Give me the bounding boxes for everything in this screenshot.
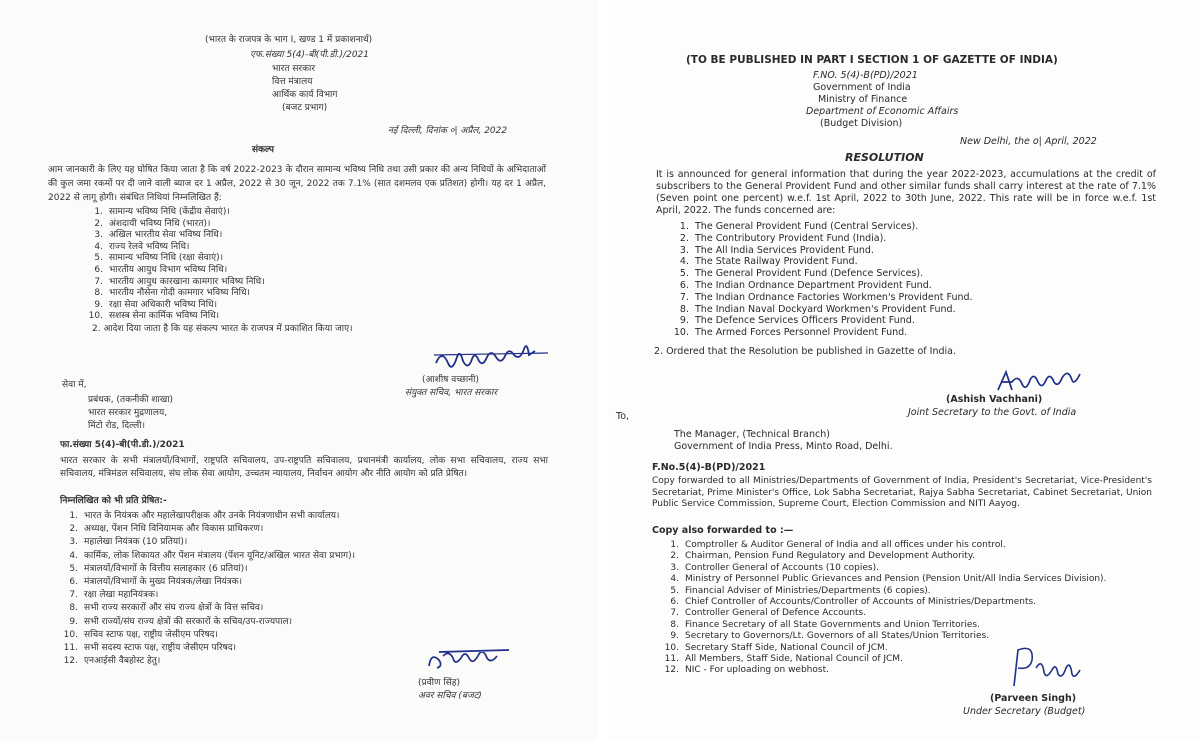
list-item-number: 10. (88, 311, 103, 322)
list-item (663, 631, 1106, 642)
list-item-text: सामान्य भविष्य निधि (रक्षा सेवाएं)। (109, 253, 224, 264)
list-item (62, 642, 355, 655)
copy-paragraph: भारत सरकार के सभी मंत्रालयों/विभागों, राष्ट्रपति सचिवालय, उप-राष्ट्रपति सचिवालय, प्रधानमंत्री कार्यालय, लोक सभा सचिवालय, राज्य सभा सचिवालय, मंत्रिमंडल सचिवालय, संघ लोक सेवा आयोग, उच्चतम न्यायालय, निर्वाचन आयोग और नीति आयोग को प्रति प्रेषित। (60, 456, 548, 479)
ministry-name: Ministry of Finance (818, 94, 908, 105)
list-item-text: अध्यक्ष, पेंशन निधि विनियामक और विकास प्राधिकरण। (84, 524, 264, 535)
list-item-number: 8. (69, 603, 78, 614)
list-item-number: 5. (69, 563, 78, 574)
list-item-number: 12. (63, 656, 78, 667)
list-item-number: 4. (94, 241, 103, 252)
list-item-number: 12. (664, 665, 679, 676)
list-item (663, 574, 1106, 585)
funds-list (85, 207, 265, 323)
list-item (663, 586, 1106, 597)
list-item-number: 3. (670, 562, 679, 573)
list-item (663, 597, 1106, 608)
list-item-number: 5. (679, 268, 689, 280)
list-item-text: राज्य रेलवे भविष्य निधि। (109, 241, 190, 252)
list-item-text: रक्षा लेखा महानियंत्रक। (84, 590, 159, 601)
copy-file-number: F.No.5(4)-B(PD)/2021 (652, 462, 766, 473)
list-item-text: The General Provident Fund (Defence Services). (695, 268, 924, 280)
list-item-number: 6. (94, 264, 103, 275)
division-name: (Budget Division) (820, 118, 903, 129)
to-label: To, (616, 411, 630, 422)
list-item-number: 11. (664, 654, 679, 665)
list-item-number: 9. (679, 315, 689, 327)
list-item-text: The General Provident Fund (Central Services). (695, 221, 919, 232)
list-item-text: सभी राज्यों/संघ राज्य क्षेत्रों की सरकारों के सचिव/उप-राज्यपाल। (84, 616, 293, 627)
list-item-text: The All India Services Provident Fund. (695, 244, 874, 256)
list-item-number: 2. (670, 551, 679, 562)
list-item-text: Chief Controller of Accounts/Controller of Accounts of Ministries/Departments. (685, 597, 1037, 608)
list-item-text: सशस्त्र सेना कार्मिक भविष्य निधि। (109, 311, 220, 322)
addressee-line: भारत सरकार मुद्रणालय, (88, 408, 168, 418)
list-item-text: कार्मिक, लोक शिकायत और पेंशन मंत्रालय (पेंशन यूनिट/अखिल भारत सेवा प्रभाग)। (84, 550, 356, 561)
list-item-text: सचिव स्टाफ पक्ष, राष्ट्रीय जेसीएम परिषद। (84, 629, 218, 640)
list-item (62, 602, 355, 615)
list-item-text: रक्षा सेवा अधिकारी भविष्य निधि। (109, 299, 218, 310)
signer-name: (आशीष वच्छानी) (422, 375, 480, 385)
publish-note: (TO BE PUBLISHED IN PART I SECTION 1 OF GAZETTE OF INDIA) (686, 54, 1058, 66)
list-item (85, 277, 265, 289)
list-item-text: एनआईसी वैबहोस्ट हेतु। (84, 656, 161, 667)
list-item (673, 280, 973, 292)
order-paragraph: 2. आदेश दिया जाता है कि यह संकल्प भारत के राजपत्र में प्रकाशित किया जाए। (92, 324, 353, 334)
list-item (62, 523, 355, 536)
signer-designation: Joint Secretary to the Govt. of India (908, 407, 1077, 418)
list-item-number: 9. (670, 631, 679, 642)
resolution-title: RESOLUTION (845, 151, 924, 164)
list-item-number: 7. (670, 608, 679, 619)
list-item-number: 4. (670, 574, 679, 585)
list-item (85, 253, 265, 265)
signature-praveen-singh (425, 644, 515, 674)
list-item (62, 576, 355, 589)
list-item-number: 1. (679, 221, 689, 232)
list-item-text: भारतीय नौसेना गोदी कामगार भविष्य निधि। (109, 288, 250, 299)
list-item-number: 9. (69, 616, 78, 627)
list-item-number: 6. (670, 597, 679, 608)
list-item-text: The Indian Ordnance Department Provident Fund. (695, 279, 932, 291)
list-item-number: 4. (679, 256, 689, 268)
list-item-text: The Indian Naval Dockyard Workmen's Provident Fund. (695, 303, 956, 315)
funds-list (673, 221, 973, 339)
list-item-number: 2. (94, 218, 103, 229)
list-item-number: 3. (679, 244, 689, 256)
addressee-line: The Manager, (Technical Branch) (674, 429, 830, 440)
list-item-text: The Contributory Provident Fund (India). (695, 232, 887, 244)
list-item-text: Financial Adviser of Ministries/Departments (6 copies). (685, 585, 931, 596)
ministry-name: वित्त मंत्रालय (272, 77, 313, 87)
list-item-text: Comptroller & Auditor General of India and all offices under his control. (685, 540, 1006, 550)
english-resolution-page (608, 0, 1200, 741)
list-item-number: 7. (94, 276, 103, 287)
list-item (85, 265, 265, 277)
list-item-text: The Armed Forces Personnel Provident Fund. (695, 327, 908, 339)
list-item (663, 608, 1106, 619)
signer-designation: Under Secretary (Budget) (963, 706, 1086, 717)
department-name: Department of Economic Affairs (806, 106, 959, 117)
hindi-resolution-page (0, 0, 598, 741)
list-item-number: 9. (94, 299, 103, 310)
list-item (85, 219, 265, 231)
list-item-number: 2. (69, 524, 78, 535)
order-paragraph: 2. Ordered that the Resolution be published in Gazette of India. (654, 346, 956, 357)
list-item-number: 5. (670, 585, 679, 596)
list-item (62, 536, 355, 549)
list-item (85, 311, 265, 323)
list-item (85, 300, 265, 312)
list-item-number: 3. (69, 537, 78, 548)
list-item (85, 207, 265, 219)
file-number: एफ.संख्या 5(4)-बी(पी.डी.)/2021 (250, 50, 369, 60)
list-item-text: Secretary to Governors/Lt. Governors of all States/Union Territories. (685, 631, 990, 642)
list-item-number: 2. (679, 232, 689, 244)
list-item-text: अंशदायी भविष्य निधि (भारत)। (109, 218, 211, 229)
list-item-number: 10. (664, 642, 679, 653)
department-name: आर्थिक कार्य विभाग (272, 90, 338, 100)
list-item (663, 551, 1106, 562)
signer-name: (Parveen Singh) (990, 693, 1077, 704)
list-item-number: 6. (679, 279, 689, 291)
list-item-number: 8. (670, 619, 679, 630)
list-item-text: भारत के नियंत्रक और महालेखापरीक्षक और उनके नियंत्रणाधीन सभी कार्यालय। (84, 511, 340, 521)
list-item-text: Ministry of Personnel Public Grievances and Pension (Pension Unit/All India Services Division). (685, 574, 1107, 585)
signer-name: (प्रवीण सिंह) (418, 678, 461, 688)
list-item-text: मंत्रालयों/विभागों के मुख्य नियंत्रक/लेखा नियंत्रक। (84, 577, 243, 588)
list-item-number: 1. (94, 207, 103, 217)
list-item (663, 563, 1106, 574)
list-item-number: 1. (69, 511, 78, 521)
signature-ashish-vachhani (432, 343, 552, 377)
list-item (85, 230, 265, 242)
list-item-number: 3. (94, 230, 103, 241)
addressee-line: मिंटो रोड, दिल्ली। (88, 421, 146, 431)
list-item (673, 233, 973, 245)
signer-designation: संयुक्त सचिव, भारत सरकार (405, 388, 497, 398)
list-item-text: The State Railway Provident Fund. (695, 256, 858, 268)
list-item (673, 304, 973, 316)
list-item-text: मंत्रालयों/विभागों के वित्तीय सलाहकार (6 प्रतियां)। (84, 563, 248, 574)
list-item (62, 589, 355, 602)
list-item-text: सभी सदस्य स्टाफ पक्ष, राष्ट्रीय जेसीएम परिषद। (84, 643, 237, 654)
list-item-text: Chairman, Pension Fund Regulatory and Development Authority. (685, 551, 975, 562)
list-item (62, 510, 355, 523)
list-item (663, 620, 1106, 631)
list-item (673, 292, 973, 304)
list-item (663, 540, 1106, 551)
list-item (62, 550, 355, 563)
list-item (673, 315, 973, 327)
addressee-line: प्रबंधक, (तकनीकी शाखा) (88, 395, 174, 405)
copy-paragraph: Copy forwarded to all Ministries/Departments of Government of India, President's Secretariat, Vice-President's Secretariat, Prime Minister's Office, Lok Sabha Secretariat, Rajya Sabha Secretariat, Cabinet Secretariat, Union Public Service Commission, Supreme Court, Election Commission and NITI Aayog. (652, 476, 1152, 509)
list-item-text: अखिल भारतीय सेवा भविष्य निधि। (109, 230, 223, 241)
government-name: भारत सरकार (272, 64, 316, 74)
signer-name: (Ashish Vachhani) (946, 394, 1043, 405)
list-item (62, 629, 355, 642)
list-item-text: महालेखा नियंत्रक (10 प्रतियां)। (84, 537, 188, 548)
issue-date: New Delhi, the o| April, 2022 (960, 136, 1097, 147)
list-item-number: 7. (679, 291, 689, 303)
signature-ashish-vachhani (992, 366, 1092, 396)
list-item-text: Finance Secretary of all State Governments and Union Territories. (685, 619, 980, 630)
list-item (85, 288, 265, 300)
list-item-text: All Members, Staff Side, National Council of JCM. (685, 654, 903, 665)
list-item-text: सभी राज्य सरकारों और संघ राज्य क्षेत्रों के वित्त सचिव। (84, 603, 264, 614)
list-item-number: 8. (94, 288, 103, 299)
list-item-number: 10. (673, 327, 689, 339)
copy-file-number: फा.संख्या 5(4)-बी(पी.डी.)/2021 (60, 440, 185, 450)
list-item (673, 256, 973, 268)
list-item-text: Controller General of Defence Accounts. (685, 608, 867, 619)
list-item-number: 7. (69, 590, 78, 601)
copy-also-heading: निम्नलिखित को भी प्रति प्रेषित:- (60, 496, 167, 506)
file-number: F.NO. 5(4)-B(PD)/2021 (813, 70, 918, 81)
list-item (673, 245, 973, 257)
list-item-text: Controller General of Accounts (10 copies). (685, 562, 879, 573)
list-item (62, 563, 355, 576)
list-item (673, 327, 973, 339)
list-item (62, 616, 355, 629)
list-item-number: 1. (670, 540, 679, 550)
signature-parveen-singh (1006, 642, 1086, 690)
list-item-number: 6. (69, 577, 78, 588)
government-name: Government of India (813, 82, 911, 93)
copy-also-heading: Copy also forwarded to :— (652, 525, 794, 536)
list-item (673, 268, 973, 280)
copy-recipients-list (62, 510, 355, 668)
list-item-text: भारतीय आयुध विभाग भविष्य निधि। (109, 264, 228, 275)
list-item (62, 655, 355, 668)
list-item-number: 5. (94, 253, 103, 264)
issue-date: नई दिल्ली, दिनांक ०| अप्रैल, 2022 (388, 126, 508, 136)
list-item-text: The Defence Services Officers Provident Fund. (695, 315, 915, 327)
signer-designation: अवर सचिव (बजट) (418, 691, 482, 701)
list-item (85, 242, 265, 254)
list-item-text: NIC - For uploading on webhost. (685, 665, 829, 676)
addressee-line: Government of India Press, Minto Road, Delhi. (674, 441, 893, 452)
list-item-number: 4. (69, 550, 78, 561)
list-item-text: The Indian Ordnance Factories Workmen's Provident Fund. (695, 291, 973, 303)
resolution-paragraph: आम जानकारी के लिए यह घोषित किया जाता है कि वर्ष 2022-2023 के दौरान सामान्य भविष्य निधि तथा उसी प्रकार की अन्य निधियों के अभिदाताओं की कुल जमा रकमों पर दी जाने वाली ब्याज दर 1 अप्रैल, 2022 से 30 जून, 2022 तक 7.1% (सात दशमलव एक प्रतिशत) होगी। यह दर 1 अप्रैल, 2022 से लागू होगी। संबंधित निधियां निम्नलिखित हैं: (48, 165, 546, 203)
list-item-text: Secretary Staff Side, National Council of JCM. (685, 642, 888, 653)
publish-note: (भारत के राजपत्र के भाग I, खण्ड 1 में प्रकाशनार्थ) (205, 35, 373, 45)
resolution-paragraph: It is announced for general information that during the year 2022-2023, accumulations at the credit of subscribers to the General Provident Fund and other similar funds shall carry interest at the rate of 7.1% (Seven point one percent) w.e.f. 1st April, 2022 to 30th June, 2022. This rate will be in force w.e.f. 1st April, 2022. The funds concerned are: (656, 169, 1156, 216)
list-item (673, 221, 973, 233)
list-item-number: 8. (679, 303, 689, 315)
resolution-title: संकल्प (252, 145, 274, 155)
list-item-text: भारतीय आयुध कारखाना कामगार भविष्य निधि। (109, 276, 265, 287)
list-item-number: 11. (63, 643, 78, 654)
division-name: (बजट प्रभाग) (282, 103, 328, 113)
list-item-text: सामान्य भविष्य निधि (केंद्रीय सेवाएं)। (109, 207, 230, 217)
to-label: सेवा में, (62, 380, 87, 390)
list-item-number: 10. (63, 629, 78, 640)
